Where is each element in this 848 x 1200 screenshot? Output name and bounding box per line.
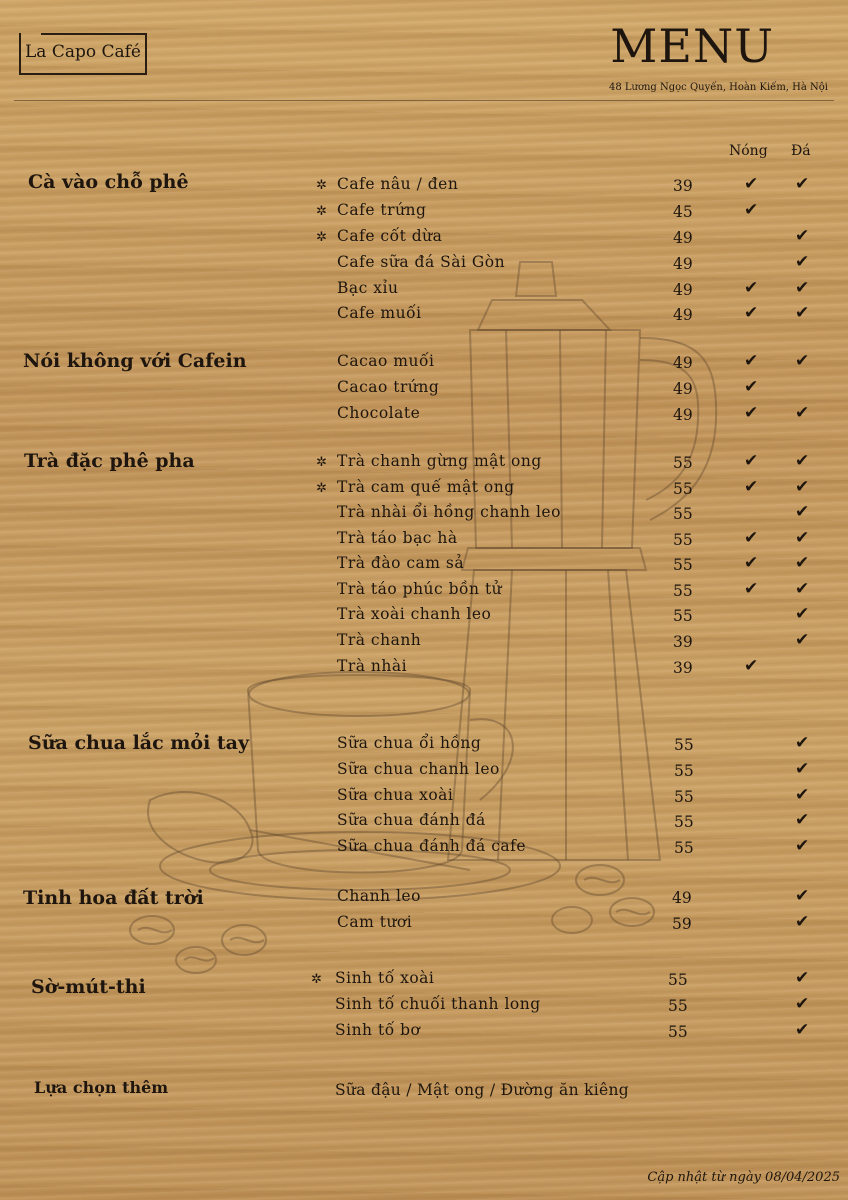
hot-available-check-icon: ✔ <box>744 303 759 323</box>
address: 48 Lương Ngọc Quyến, Hoàn Kiếm, Hà Nội <box>608 82 828 93</box>
menu-item-name: Sữa chua chanh leo <box>337 760 500 778</box>
ice-available-check-icon: ✔ <box>795 836 810 856</box>
menu-item-name: Sữa chua xoài <box>337 786 454 804</box>
ice-available-check-icon: ✔ <box>795 553 810 573</box>
hot-available-check-icon: ✔ <box>744 403 759 423</box>
menu-item-price: 55 <box>673 582 693 600</box>
ice-available-check-icon: ✔ <box>795 810 810 830</box>
category-title: Cà vào chỗ phê <box>28 171 189 193</box>
menu-item-name: Sữa chua đánh đá <box>337 811 486 829</box>
featured-star-icon: ✲ <box>316 455 327 470</box>
featured-star-icon: ✲ <box>316 178 327 193</box>
ice-available-check-icon: ✔ <box>795 278 810 298</box>
hot-available-check-icon: ✔ <box>744 528 759 548</box>
menu-item-price: 45 <box>673 203 693 221</box>
menu-item-name: Trà táo phúc bồn tử <box>337 580 503 598</box>
ice-available-check-icon: ✔ <box>795 403 810 423</box>
menu-item-name: Sinh tố bơ <box>335 1021 421 1039</box>
updated-date: Cập nhật từ ngày 08/04/2025 <box>647 1170 840 1185</box>
menu-item-price: 49 <box>673 406 693 424</box>
menu-item-name: Sinh tố xoài <box>335 969 435 987</box>
menu-item-price: 55 <box>673 556 693 574</box>
ice-available-check-icon: ✔ <box>795 968 810 988</box>
ice-available-check-icon: ✔ <box>795 579 810 599</box>
menu-item-price: 39 <box>673 177 693 195</box>
ice-available-check-icon: ✔ <box>795 226 810 246</box>
extras-label: Lựa chọn thêm <box>34 1078 169 1097</box>
menu-item-name: Trà nhài <box>337 657 408 675</box>
menu-item-name: Chanh leo <box>337 887 421 905</box>
menu-item-name: Trà táo bạc hà <box>337 529 458 547</box>
hot-available-check-icon: ✔ <box>744 451 759 471</box>
hot-available-check-icon: ✔ <box>744 553 759 573</box>
hot-available-check-icon: ✔ <box>744 174 759 194</box>
cafe-logo: La Capo Café <box>19 33 147 75</box>
menu-item-price: 49 <box>673 281 693 299</box>
menu-item-name: Trà nhài ổi hồng chanh leo <box>337 503 561 521</box>
menu-item-price: 55 <box>674 813 694 831</box>
hot-available-check-icon: ✔ <box>744 278 759 298</box>
extras-options: Sữa đậu / Mật ong / Đường ăn kiêng <box>335 1081 630 1099</box>
menu-item-price: 55 <box>673 454 693 472</box>
ice-available-check-icon: ✔ <box>795 604 810 624</box>
menu-item-name: Cacao trứng <box>337 378 440 396</box>
menu-item-price: 55 <box>674 839 694 857</box>
column-header-ice: Đá <box>791 143 811 159</box>
category-title: Sữa chua lắc mỏi tay <box>28 732 250 754</box>
ice-available-check-icon: ✔ <box>795 252 810 272</box>
menu-item-name: Sữa chua đánh đá cafe <box>337 837 527 855</box>
ice-available-check-icon: ✔ <box>795 351 810 371</box>
menu-item-price: 55 <box>673 531 693 549</box>
menu-item-price: 49 <box>673 380 693 398</box>
menu-item-price: 39 <box>673 633 693 651</box>
menu-item-name: Cam tươi <box>337 913 413 931</box>
menu-item-price: 55 <box>668 971 688 989</box>
menu-item-name: Sữa chua ổi hồng <box>337 734 482 752</box>
menu-item-name: Sinh tố chuối thanh long <box>335 995 541 1013</box>
ice-available-check-icon: ✔ <box>795 759 810 779</box>
menu-item-name: Trà cam quế mật ong <box>337 478 515 496</box>
header-divider <box>14 100 834 101</box>
menu-item-name: Trà đào cam sả <box>337 554 465 572</box>
menu-item-price: 55 <box>674 736 694 754</box>
ice-available-check-icon: ✔ <box>795 502 810 522</box>
menu-item-price: 55 <box>673 505 693 523</box>
featured-star-icon: ✲ <box>311 972 322 987</box>
ice-available-check-icon: ✔ <box>795 303 810 323</box>
menu-item-price: 49 <box>673 229 693 247</box>
menu-item-name: Cacao muối <box>337 352 435 370</box>
hot-available-check-icon: ✔ <box>744 579 759 599</box>
menu-item-name: Bạc xỉu <box>337 279 399 297</box>
ice-available-check-icon: ✔ <box>795 451 810 471</box>
menu-item-price: 55 <box>674 762 694 780</box>
column-header-hot: Nóng <box>729 143 768 159</box>
menu-item-price: 39 <box>673 659 693 677</box>
featured-star-icon: ✲ <box>316 481 327 496</box>
menu-item-name: Cafe sữa đá Sài Gòn <box>337 253 506 271</box>
page-title: MENU <box>610 19 774 73</box>
ice-available-check-icon: ✔ <box>795 886 810 906</box>
menu-item-name: Trà chanh gừng mật ong <box>337 452 542 470</box>
menu-item-name: Cafe cốt dừa <box>337 227 443 245</box>
category-title: Sờ-mút-thi <box>31 976 146 998</box>
menu-item-price: 55 <box>673 607 693 625</box>
category-title: Trà đặc phê pha <box>24 450 195 472</box>
ice-available-check-icon: ✔ <box>795 477 810 497</box>
menu-item-name: Trà chanh <box>337 631 422 649</box>
menu-item-name: Cafe nâu / đen <box>337 175 459 193</box>
menu-item-price: 49 <box>673 255 693 273</box>
ice-available-check-icon: ✔ <box>795 528 810 548</box>
menu-item-name: Cafe muối <box>337 304 422 322</box>
menu-item-price: 55 <box>668 1023 688 1041</box>
menu-item-price: 49 <box>673 306 693 324</box>
menu-item-price: 55 <box>673 480 693 498</box>
hot-available-check-icon: ✔ <box>744 351 759 371</box>
hot-available-check-icon: ✔ <box>744 377 759 397</box>
menu-item-price: 55 <box>674 788 694 806</box>
hot-available-check-icon: ✔ <box>744 200 759 220</box>
ice-available-check-icon: ✔ <box>795 785 810 805</box>
ice-available-check-icon: ✔ <box>795 1020 810 1040</box>
menu-item-price: 49 <box>673 354 693 372</box>
category-title: Nói không với Cafein <box>23 350 247 372</box>
ice-available-check-icon: ✔ <box>795 733 810 753</box>
ice-available-check-icon: ✔ <box>795 994 810 1014</box>
ice-available-check-icon: ✔ <box>795 912 810 932</box>
featured-star-icon: ✲ <box>316 204 327 219</box>
menu-item-price: 49 <box>672 889 692 907</box>
category-title: Tinh hoa đất trời <box>23 887 204 909</box>
menu-item-name: Chocolate <box>337 404 421 422</box>
featured-star-icon: ✲ <box>316 230 327 245</box>
ice-available-check-icon: ✔ <box>795 630 810 650</box>
hot-available-check-icon: ✔ <box>744 656 759 676</box>
menu-item-name: Trà xoài chanh leo <box>337 605 492 623</box>
hot-available-check-icon: ✔ <box>744 477 759 497</box>
menu-item-price: 59 <box>672 915 692 933</box>
menu-item-name: Cafe trứng <box>337 201 427 219</box>
menu-item-price: 55 <box>668 997 688 1015</box>
ice-available-check-icon: ✔ <box>795 174 810 194</box>
